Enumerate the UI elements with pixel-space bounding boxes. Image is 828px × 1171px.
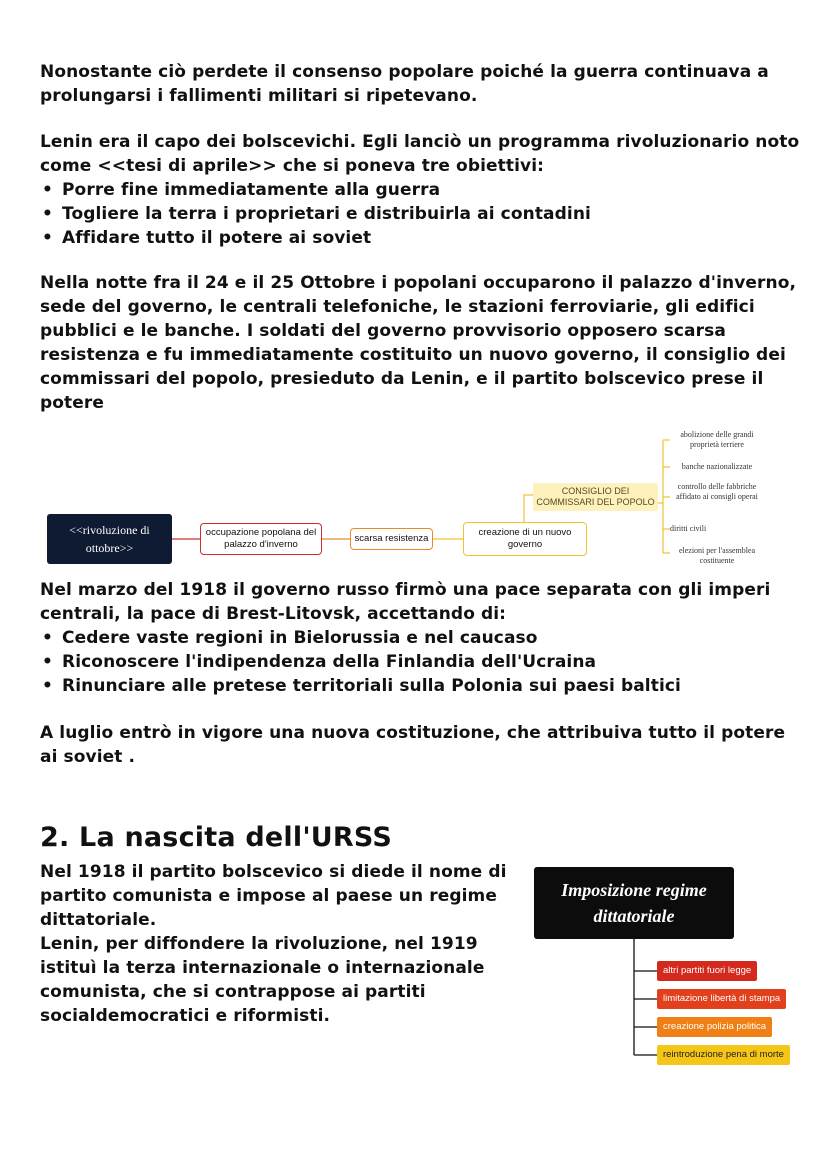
paragraph-text: Lenin, per diffondere la rivoluzione, nel 1919 istituì la terza internazionale o internazionale comunista, che si contrappose ai partiti socialdemocratici e riformisti.	[40, 934, 485, 1026]
list-item: • Affidare tutto il potere ai soviet	[40, 226, 800, 250]
mindmap-leaf: controllo delle fabbriche affidato ai consigli operai	[676, 482, 758, 501]
mindmap-item-tag: altri partiti fuori legge	[657, 961, 757, 981]
mindmap-item-tag: creazione polizia politica	[657, 1017, 772, 1037]
paragraph-text: Nel marzo del 1918 il governo russo firmò una pace separata con gli imperi centrali, la pace di Brest-Litovsk, accettando di:	[40, 580, 771, 624]
mindmap-root-label: <<rivoluzione di ottobre>>	[69, 523, 150, 555]
list-item: • Riconoscere l'indipendenza della Finlandia dell'Ucraina	[40, 650, 800, 674]
paragraph-text: Nel 1918 il partito bolscevico si diede il nome di partito comunista e impose al paese un regime dittatoriale.	[40, 862, 507, 930]
mindmap-leaf: banche nazionalizzate	[681, 462, 753, 471]
mindmap-root-label: Imposizione regime dittatoriale	[561, 880, 707, 926]
paragraph-text: A luglio entrò in vigore una nuova costituzione, che attribuiva tutto il potere ai soviet .	[40, 723, 786, 767]
paragraph-text: Lenin era il capo dei bolscevichi. Egli lanciò un programma rivoluzionario noto come <<tesi di aprile>> che si poneva tre obiettivi:	[40, 132, 800, 176]
mindmap-item-tag: limitazione libertà di stampa	[657, 989, 786, 1009]
node-label: scarsa resistenza	[354, 533, 429, 544]
list-item: • Togliere la terra i proprietari e distribuirla ai contadini	[40, 202, 800, 226]
paragraph-text: Nonostante ciò perdete il consenso popolare poiché la guerra continuava a prolungarsi i fallimenti militari si ripetevano.	[40, 62, 769, 106]
list-item: • Porre fine immediatamente alla guerra	[40, 178, 800, 202]
mindmap-leaf: elezioni per l'assemblea costituente	[678, 546, 756, 565]
node-label: occupazione popolana del palazzo d'inverno	[205, 527, 317, 550]
list-item: • Rinunciare alle pretese territoriali sulla Polonia sui paesi baltici	[40, 674, 800, 698]
section-heading: 2. La nascita dell'URSS	[40, 822, 392, 853]
mindmap-leaf: abolizione delle grandi proprietà terriere	[680, 430, 754, 449]
node-label: CONSIGLIO DEI COMMISSARI DEL POPOLO	[536, 486, 655, 507]
mindmap-leaf: diritti civili	[670, 524, 707, 533]
mindmap-item-tag: reintroduzione pena di morte	[657, 1045, 790, 1065]
list-item: • Cedere vaste regioni in Bielorussia e nel caucaso	[40, 626, 800, 650]
paragraph-text: Nella notte fra il 24 e il 25 Ottobre i popolani occuparono il palazzo d'inverno, sede del governo, le centrali telefoniche, le stazioni ferroviarie, gli edifici pubblici e le banche. I soldati del governo provvisorio opposero scarsa resistenza e fu immediatamente costituito un nuovo governo, il consiglio dei commissari del popolo, presieduto da Lenin, e il partito bolscevico prese il potere	[40, 273, 797, 413]
node-label: creazione di un nuovo governo	[478, 527, 572, 550]
